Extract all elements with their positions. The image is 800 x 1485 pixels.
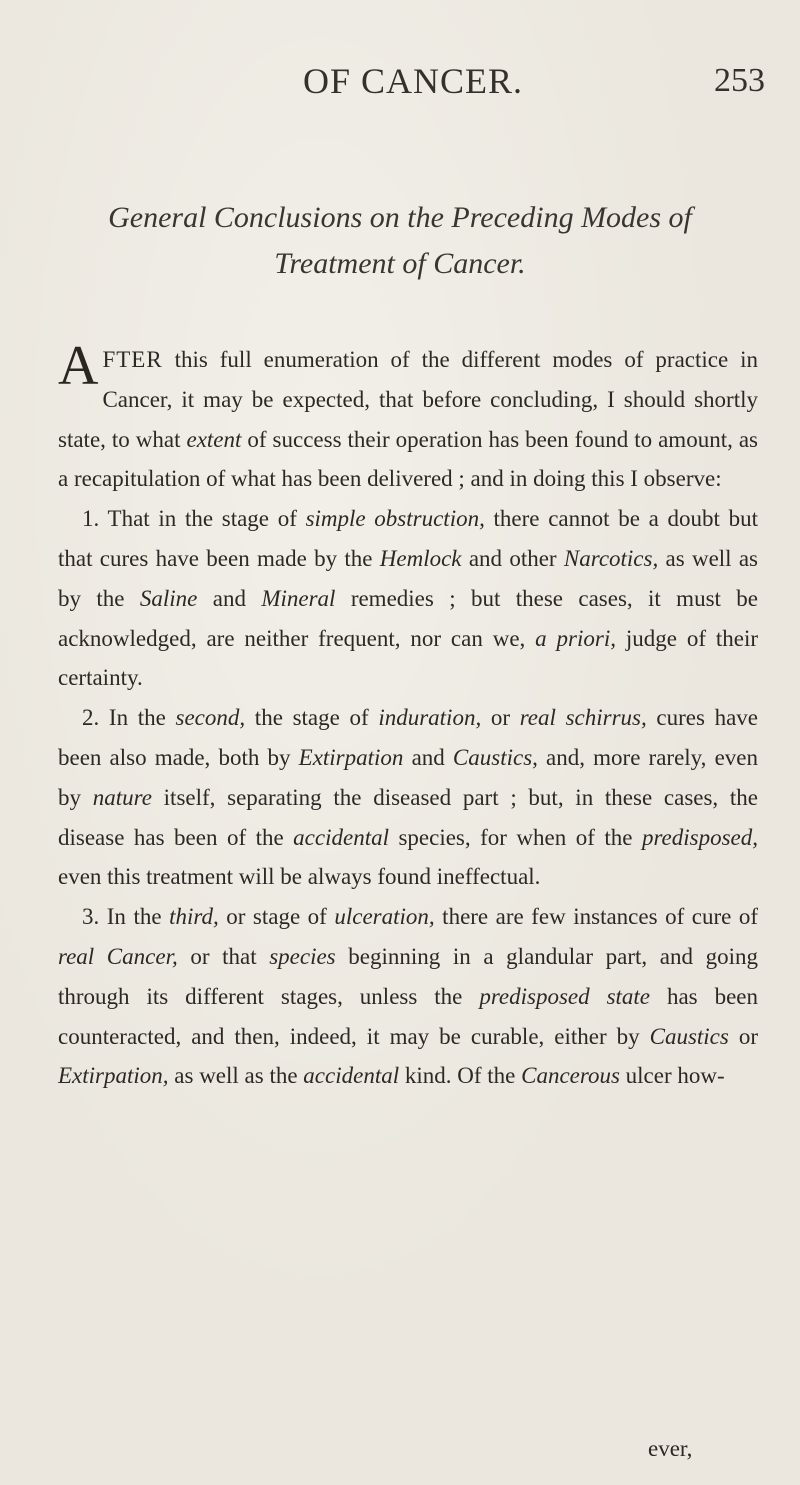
p1-text-7: judge of their certainty. [58,625,758,691]
p3-text-9: kind. Of the [399,1063,522,1089]
p1-em-1: simple obstruction, [305,506,485,532]
p3-em-6: Caustics [649,1023,729,1049]
p2-text-4: cures have been also made, both by [58,705,758,770]
p3-text-2: or stage of [218,904,335,930]
p2-em-3: real schirrus, [519,705,647,731]
body-text [58,335,759,1096]
intro-text-2: of success their operation has been found to amount, as a recapitulation of what has been delivered ; and in doing this I observe: [58,426,758,492]
p1-em-5: Mineral [261,585,336,611]
p2-text-7: itself, separating the diseased part ; but, in these cases, the disease has been of the [58,784,758,850]
p2-text-3: or [481,705,520,731]
paragraph-1 [58,499,758,698]
p2-text-6: and, more rarely, even by [58,744,758,810]
section-title-line-2: Treatment of Cancer. [274,247,526,280]
section-title-line-1: General Conclusions on the Preceding Modes of [108,201,692,234]
p3-text-6: has been counteracted, and then, indeed, it may be curable, either by [58,983,758,1049]
p1-text-1: 1. That in the stage of [82,506,306,532]
p3-em-7: Extirpation, [58,1063,169,1089]
p1-em-6: a priori, [535,625,616,651]
p3-text-4: or that [177,943,270,969]
p1-text-3: and other [461,545,564,571]
p2-em-4: Extirpation [298,744,404,770]
intro-paragraph [58,335,758,499]
p3-text-1: 3. In the [82,904,170,930]
p1-em-3: Narcotics, [563,545,659,571]
paragraph-3 [58,897,758,1096]
section-title [0,195,800,287]
p2-em-6: nature [92,784,152,810]
p2-em-5: Caustics, [452,744,538,770]
p2-em-2: induration, [378,705,482,731]
p3-text-5: beginning in a glandular part, and going through its different stages, unless the [58,943,758,1009]
p3-em-4: species [269,943,336,969]
p2-text-9: even this treatment will be always found ineffectual. [58,864,541,890]
p1-em-4: Saline [139,585,198,611]
p3-em-1: third, [169,904,219,930]
p1-text-4: as well as by the [58,545,759,611]
p2-text-5: and [403,744,453,770]
intro-emphasis: extent [186,426,242,452]
p2-em-8: predisposed, [641,824,758,850]
page-number: 253 [714,62,765,99]
p3-text-8: as well as the [168,1063,304,1089]
p2-em-7: accidental [293,824,389,850]
running-head [0,60,800,110]
p2-text-1: 2. In the [82,705,176,731]
p3-text-3: there are few instances of cure of [434,904,758,930]
intro-text: this full enumeration of the different modes of practice in Cancer, it may be expected, that before concluding, I should shortly state, to what [58,347,758,452]
p3-em-5: predisposed state [479,983,651,1009]
p1-text-6: remedies ; but these cases, it must be acknowledged, are neither frequent, nor can we, [58,585,758,651]
p3-text-7: or [728,1023,758,1049]
paragraph-2 [58,698,758,897]
p2-text-8: species, for when of the [388,824,642,850]
running-head-title: OF CANCER. [303,61,524,101]
catchword: ever, [648,1436,693,1461]
p1-text-5: and [197,585,262,611]
p1-em-2: Hemlock [379,545,462,571]
p3-text-10: ulcer how- [619,1063,725,1089]
p3-em-8: accidental [303,1063,400,1089]
drop-cap: A [58,335,99,397]
p2-text-2: the stage of [245,705,379,731]
intro-caps: FTER [102,347,163,372]
p3-em-2: ulceration, [334,904,435,930]
p1-text-2: there cannot be a doubt but that cures have been made by the [58,506,758,571]
p3-em-3: real Cancer, [58,943,178,969]
p3-em-9: Cancerous [521,1063,620,1089]
p2-em-1: second, [175,705,246,731]
